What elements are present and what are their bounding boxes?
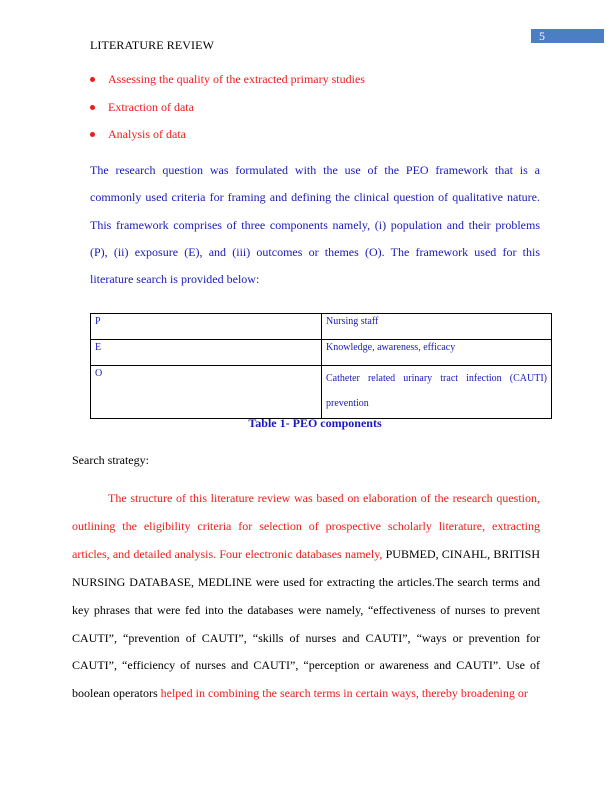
list-item (90, 125, 365, 153)
search-strategy-paragraph (72, 485, 540, 708)
list-item-text: Assessing the quality of the extracted primary studies (108, 72, 365, 86)
list-item-text: Analysis of data (108, 127, 186, 141)
text-segment-red: The structure of this literature review was based on elaboration of the research question, outlining the eligibility criteria for selection of prospective scholarly literature, extracting articles, and detailed analysis. Four electronic databases namely, (72, 491, 540, 561)
peo-paragraph: The research question was formulated with the use of the PEO framework that is a commonly used criteria for framing and defining the clinical question of qualitative nature. This framework comprises of three components namely, (i) population and their problems (P), (ii) exposure (E), and (iii) outcomes or themes (O). The framework used for this literature search is provided below: (90, 163, 540, 287)
table-caption: Table 1- PEO components (248, 416, 382, 430)
page-number: 5 (531, 29, 604, 43)
text-segment-black: PUBMED, CINAHL, BRITISH NURSING DATABASE, MEDLINE were used for extracting the articles.The search terms and key phrases that were fed into the databases were namely, “effectiveness of nurses to prevent CAUTI”, “prevention of CAUTI”, “skills of nurses and CAUTI”, “ways or prevention for CAUTI”, “efficiency of nurses and CAUTI”, “perception or awareness and CAUTI”. Use of boolean operators (72, 546, 540, 701)
bullet-icon (90, 105, 95, 110)
list-item (90, 70, 365, 98)
list-item-text: Extraction of data (108, 99, 194, 114)
text-segment-red: helped in combining the search terms in certain ways, thereby broadening or (160, 686, 528, 701)
table-cell-value: Nursing staff (322, 314, 552, 340)
running-header: LITERATURE REVIEW (90, 38, 215, 52)
bullet-icon (90, 132, 95, 137)
peo-table (90, 313, 552, 419)
table-cell-value: Catheter related urinary tract infection (CAUTI) prevention (322, 366, 552, 419)
table-cell-key: O (91, 366, 322, 419)
table-row (91, 314, 552, 340)
table-cell-key: E (91, 340, 322, 366)
bullet-list (90, 70, 365, 153)
table-row (91, 340, 552, 366)
list-item (90, 98, 365, 126)
table-cell-key: P (91, 314, 322, 340)
table-row (91, 366, 552, 419)
section-heading: Search strategy: (72, 453, 149, 467)
bullet-icon (90, 77, 95, 82)
table-cell-value: Knowledge, awareness, efficacy (322, 340, 552, 366)
